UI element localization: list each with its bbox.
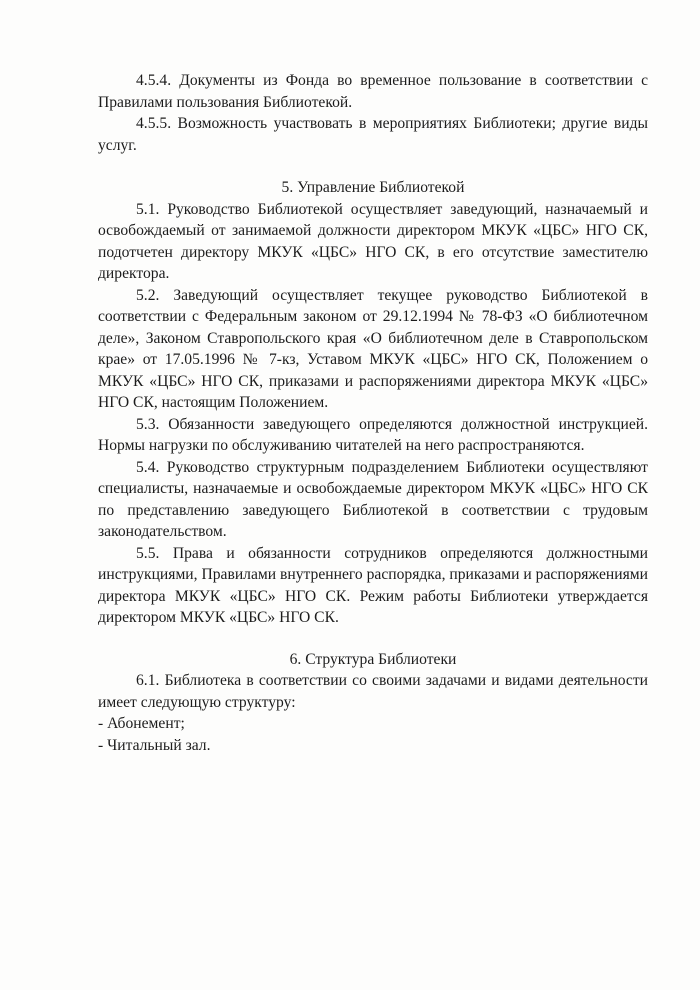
paragraph-6-1: 6.1. Библиотека в соответствии со своими задачами и видами деятельности имеет следующую структуру: (98, 672, 648, 711)
section-5-heading: 5. Управление Библиотекой (281, 179, 465, 196)
paragraph-5-4: 5.4. Руководство структурным подразделением Библиотеки осуществляют специалисты, назначаемые и освобождаемые директором МКУК «ЦБС» НГО СК по представлению заведующего Библиотекой в соответствии с трудовым законодательством. (98, 458, 648, 540)
structure-list (98, 713, 648, 756)
paragraph-5-3: 5.3. Обязанности заведующего определяются должностной инструкцией. Нормы нагрузки по обслуживанию читателей на него распространяются. (98, 415, 648, 454)
document-body (98, 70, 648, 756)
paragraph-4-5-5: 4.5.5. Возможность участвовать в мероприятиях Библиотеки; другие виды услуг. (98, 115, 648, 154)
section-6-heading: 6. Структура Библиотеки (289, 650, 457, 668)
paragraph-5-5: 5.5. Права и обязанности сотрудников определяются должностными инструкциями, Правилами внутреннего распорядка, приказами и распоряжениями директора МКУК «ЦБС» НГО СК. Режим работы Библиотеки утверждается директором МКУК «ЦБС» НГО СК. (98, 544, 648, 626)
list-item: - Читальный зал. (98, 736, 211, 754)
paragraph-5-2: 5.2. Заведующий осуществляет текущее руководство Библиотекой в соответствии с Федеральным законом от 29.12.1994 № 78-ФЗ «О библиотечном деле», Законом Ставропольского края «О библиотечном деле в Ставропольском крае» от 17.05.1996 № 7-кз, Уставом МКУК «ЦБС» НГО СК, Положением о МКУК «ЦБС» НГО СК, приказами и распоряжениями директора МКУК «ЦБС» НГО СК, настоящим Положением. (98, 286, 648, 411)
paragraph-5-1: 5.1. Руководство Библиотекой осуществляет заведующий, назначаемый и освобождаемый от занимаемой должности директором МКУК «ЦБС» НГО СК, подотчетен директору МКУК «ЦБС» НГО СК, в его отсутствие заместителю директора. (98, 200, 648, 282)
paragraph-4-5-4: 4.5.4. Документы из Фонда во временное пользование в соответствии с Правилами пользования Библиотекой. (98, 72, 648, 111)
list-item: - Абонемент; (98, 715, 185, 732)
